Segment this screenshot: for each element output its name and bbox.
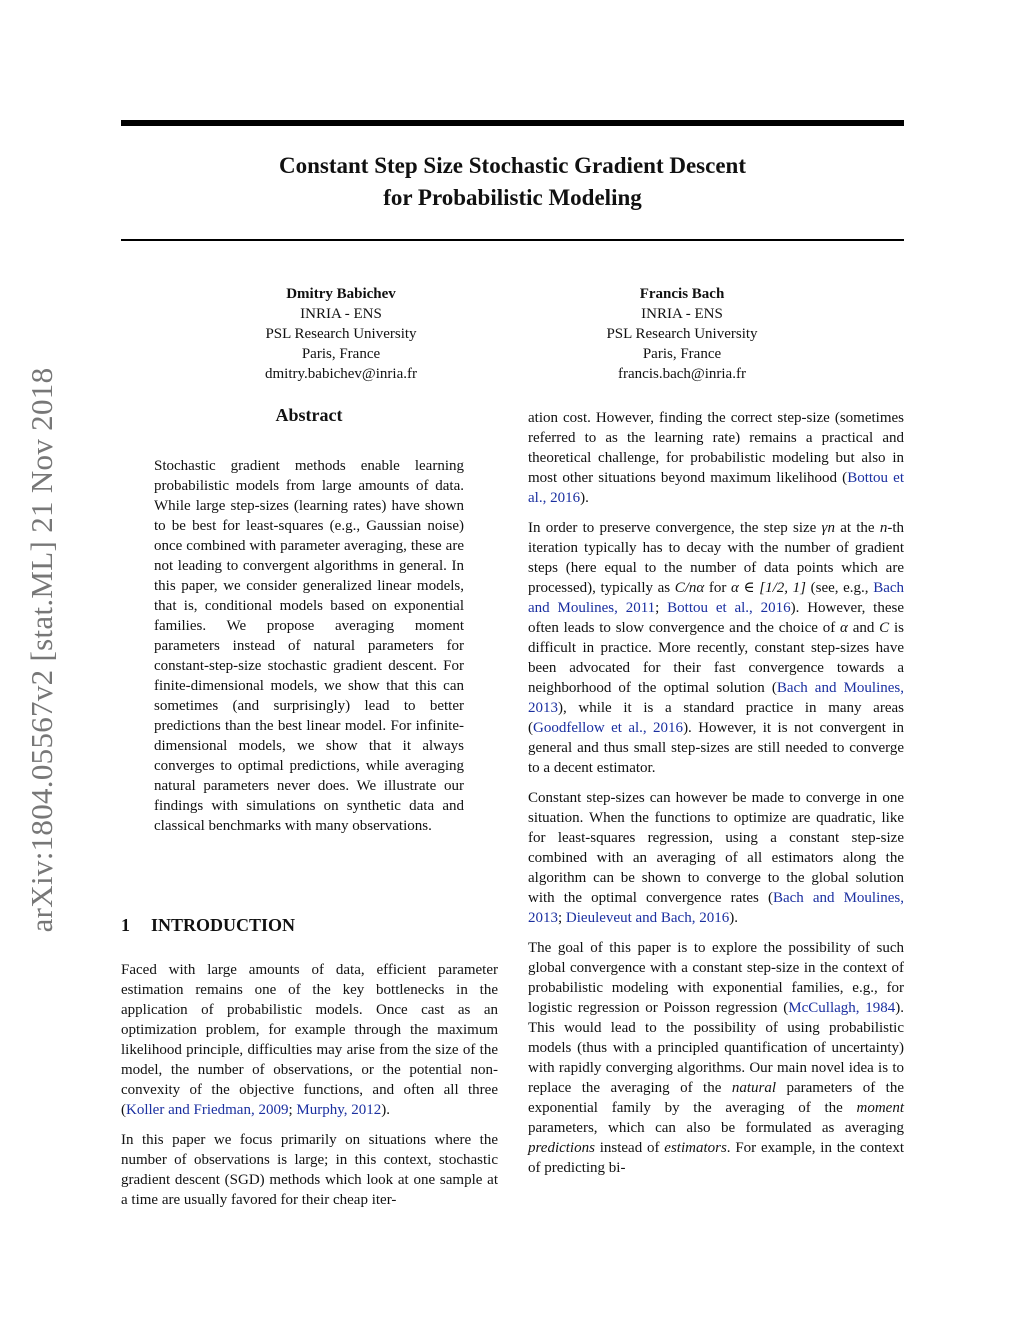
text-run: ; xyxy=(288,1102,297,1118)
emphasis: predictions xyxy=(528,1140,595,1156)
citation-link[interactable]: Bottou et al., 2016 xyxy=(667,600,791,616)
citation-link[interactable]: McCullagh, 1984 xyxy=(788,1000,896,1016)
left-column xyxy=(121,960,498,1210)
intro-paragraph-5 xyxy=(528,788,904,928)
author-institution: PSL Research University xyxy=(606,326,758,342)
title-line-1: Constant Step Size Stochastic Gradient Descent xyxy=(279,153,746,178)
section-title: INTRODUCTION xyxy=(151,915,296,935)
emphasis: natural xyxy=(731,1080,777,1096)
math-alpha: α xyxy=(840,620,848,636)
author-block-2 xyxy=(532,284,832,384)
citation-link[interactable]: Murphy, 2012 xyxy=(296,1102,382,1118)
text-run: ; xyxy=(558,910,566,926)
intro-paragraph-2: In this paper we focus primarily on situations where the number of observations is large; in this context, stochastic gradient descent (SGD) methods which look at one sample at a time are usually favored for their cheap iter- xyxy=(121,1132,498,1208)
citation-link[interactable]: Koller and Friedman, 2009 xyxy=(126,1102,289,1118)
section-number: 1 xyxy=(121,915,130,935)
text-run: The goal of this paper is to explore the possibility of such global convergence with a constant step-size in the context of probabilistic modeling with exponential families, e.g., for logistic regression or Poisson regression ( xyxy=(528,940,904,1016)
text-run: ation cost. However, finding the correct step-size (sometimes referred to as the learning rate) remains a practical and theoretical challenge, for probabilistic modeling but also in most other situations beyond maximum likelihood ( xyxy=(528,410,904,486)
paper-title xyxy=(121,150,904,214)
emphasis: estimators xyxy=(664,1140,727,1156)
author-email: francis.bach@inria.fr xyxy=(618,366,746,382)
text-run: ), while it is a standard practice in many areas ( xyxy=(528,700,904,736)
text-run: ). xyxy=(381,1102,390,1118)
text-run: is difficult in practice. More recently, constant step-sizes have been advocated for their fast convergence towards a neighborhood of the optimal solution ( xyxy=(528,620,904,696)
author-institution: PSL Research University xyxy=(265,326,417,342)
abstract-text: Stochastic gradient methods enable learning probabilistic models from large amounts of data. While large step-sizes (learning rates) have shown to be best for least-squares (e.g., Gaussian noise) once combined with parameter averaging, these are not leading to convergent algorithms in general. In this paper, we consider generalized linear models, that is, conditional models based on exponential families. We propose averaging moment parameters instead of natural parameters for constant-step-size stochastic gradient descent. For finite-dimensional models, we show that this can sometimes (and surprisingly) lead to better predictions than the best linear model. For infinite-dimensional models, we show that it always converges to optimal predictions, while averaging natural parameters never does. We illustrate our findings with simulations on synthetic data and classical benchmarks with many observations. xyxy=(154,458,464,834)
author-name: Dmitry Babichev xyxy=(286,286,396,302)
abstract-heading: Abstract xyxy=(275,405,343,425)
right-column xyxy=(528,408,904,1178)
author-location: Paris, France xyxy=(642,346,722,362)
intro-paragraph-4 xyxy=(528,518,904,778)
arxiv-identifier: arXiv:1804.05567v2 [stat.ML] 21 Nov 2018 xyxy=(24,367,59,933)
intro-paragraph-6 xyxy=(528,938,904,1178)
citation-link[interactable]: Goodfellow et al., 2016 xyxy=(533,720,684,736)
text-run: at the xyxy=(834,520,880,536)
citation-link[interactable]: Bach and Moulines, 2013 xyxy=(528,680,904,716)
abstract-body xyxy=(154,456,464,836)
math-c: C xyxy=(879,620,890,636)
text-run: (see, e.g., xyxy=(806,580,874,596)
text-run: ; xyxy=(655,600,668,616)
math-step-size: γn xyxy=(821,520,835,536)
author-name: Francis Bach xyxy=(639,286,725,302)
citation-link[interactable]: Bach and Moulines, 2011 xyxy=(528,580,905,616)
title-top-rule xyxy=(121,120,904,126)
text-run: . For example, in the context of predicting bi- xyxy=(528,1140,905,1176)
text-run: instead of xyxy=(594,1140,665,1156)
text-run: Constant step-sizes can however be made to converge in one situation. When the functions to optimize are quadratic, like for least-squares regression, using a constant step-size combined with an averaging of all estimators along the algorithm can be shown to converge to the global solution with the optimal convergence rates ( xyxy=(528,790,904,906)
author-email: dmitry.babichev@inria.fr xyxy=(265,366,417,382)
text-run: ). This would lead to the possibility of using probabilistic models (thus with a principled quantification of uncertainty) with rapidly converging algorithms. Our main novel idea is to replace the averaging of the xyxy=(528,1000,905,1096)
text-run: parameters, which can also be formulated as averaging xyxy=(528,1120,904,1136)
text-run: and xyxy=(847,620,880,636)
text-run: ). However, these often leads to slow convergence and the choice of xyxy=(528,600,904,636)
author-affiliation: INRIA - ENS xyxy=(300,306,382,322)
emphasis: moment xyxy=(856,1100,904,1116)
text-run: ). However, it is not convergent in general and thus small step-sizes are still needed to converge to a decent estimator. xyxy=(528,720,904,776)
math-n: n xyxy=(879,520,888,536)
section-heading xyxy=(121,915,295,936)
text-run: Faced with large amounts of data, efficient parameter estimation remains one of the key bottlenecks in the application of probabilistic models. Once cast as an optimization problem, for example through the maximum likelihood principle, difficulties may arise from the size of the model, the number of observations, or the potential non-convexity of the objective functions, and often all three ( xyxy=(121,962,498,1118)
citation-link[interactable]: Bottou et al., 2016 xyxy=(528,470,904,506)
author-affiliation: INRIA - ENS xyxy=(641,306,723,322)
math-decay: C/nα xyxy=(674,580,705,596)
text-run: -th iteration typically has to decay with the number of gradient steps (here equal to the number of data points which are processed), typically as xyxy=(528,520,904,596)
text-run: for xyxy=(704,580,732,596)
citation-link[interactable]: Bach and Moulines, 2013 xyxy=(528,890,904,926)
text-run: ). xyxy=(729,910,738,926)
text-run: ). xyxy=(580,490,589,506)
author-block-1 xyxy=(191,284,491,384)
citation-link[interactable]: Dieuleveut and Bach, 2016 xyxy=(565,910,730,926)
math-alpha-range: α ∈ [1/2, 1] xyxy=(731,580,806,596)
intro-paragraph-3 xyxy=(528,408,904,508)
text-run: parameters of the exponential family by the averaging of the xyxy=(528,1080,904,1116)
author-location: Paris, France xyxy=(301,346,381,362)
text-run: In order to preserve convergence, the step size xyxy=(528,520,822,536)
title-bottom-rule xyxy=(121,239,904,241)
title-line-2: for Probabilistic Modeling xyxy=(383,185,642,210)
intro-paragraph-1 xyxy=(121,960,498,1120)
